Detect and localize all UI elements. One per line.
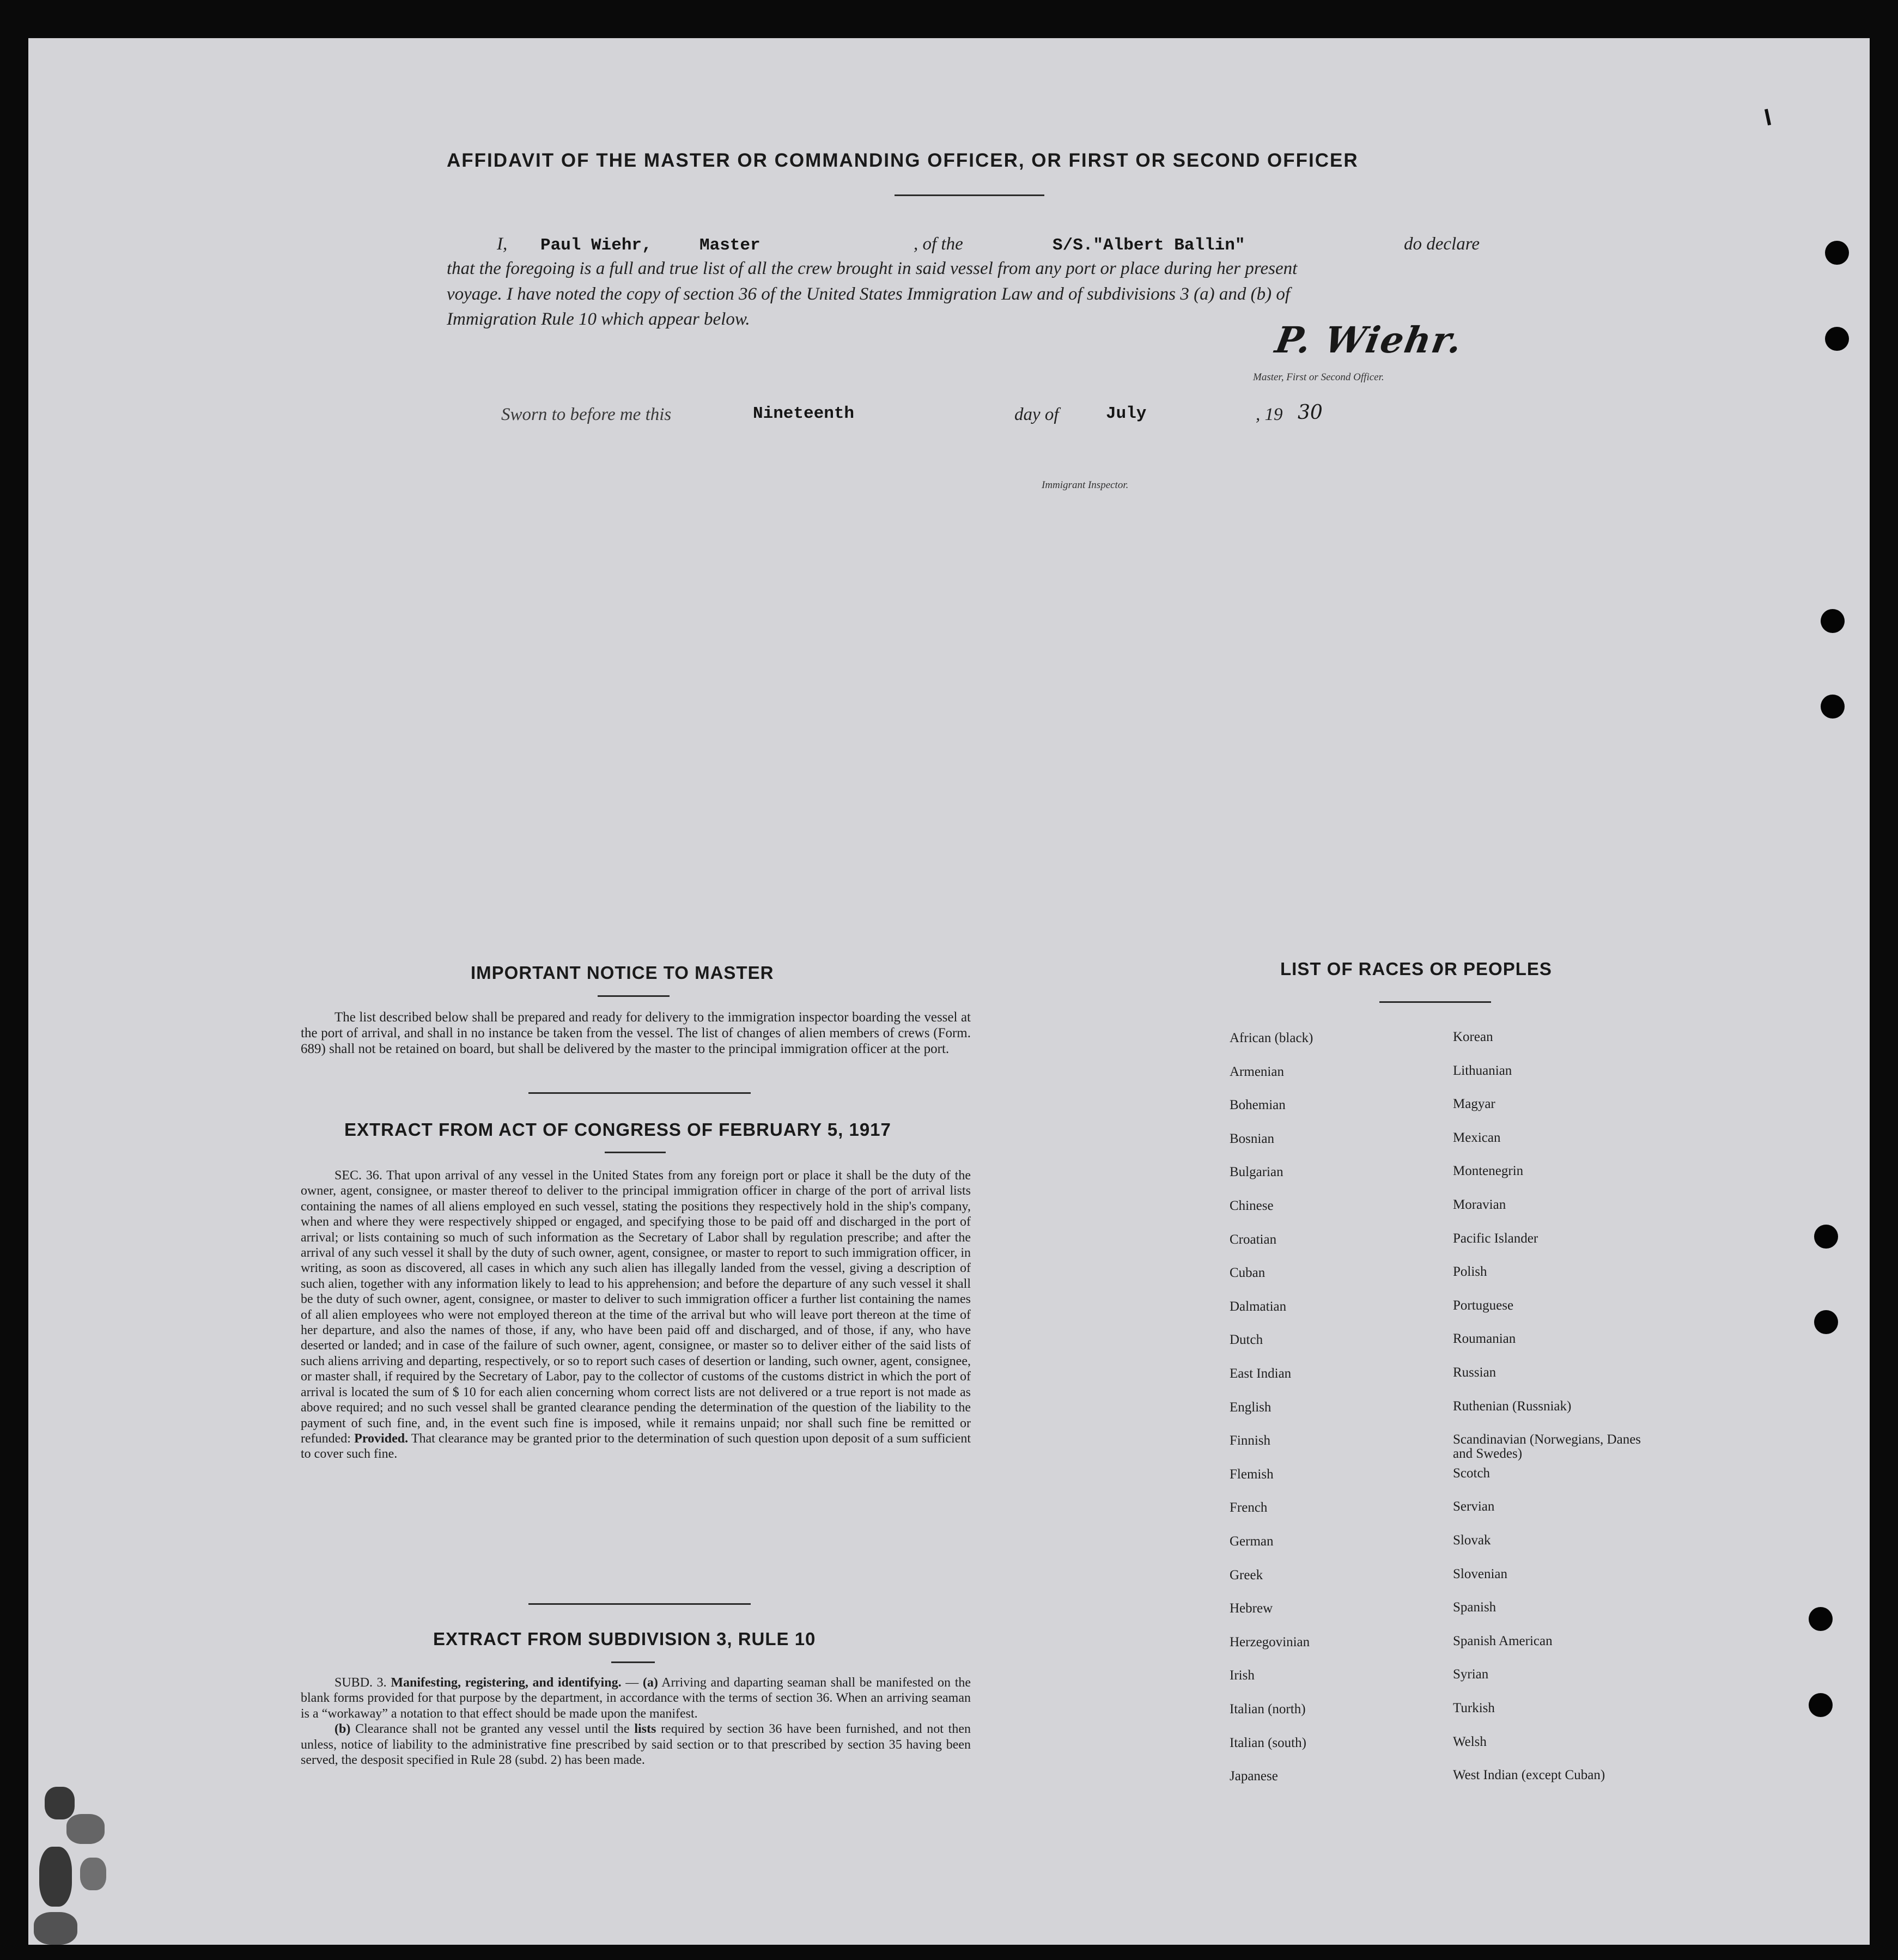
race-item: Moravian (1453, 1197, 1506, 1212)
race-item: Korean (1453, 1030, 1493, 1044)
race-item: Slovenian (1453, 1566, 1507, 1581)
provided-label: Provided. (354, 1431, 409, 1446)
race-item: Polish (1453, 1264, 1487, 1280)
subdivision-title: EXTRACT FROM SUBDIVISION 3, RULE 10 (433, 1629, 816, 1649)
act-extract-text (301, 1168, 971, 1462)
notice-end-rule (528, 1092, 751, 1094)
year-prefix: , 19 (1256, 405, 1283, 424)
race-item: Pacific Islander (1453, 1231, 1538, 1246)
subd-a-text: Arriving and daparting seaman shall be manifested on the blank forms provided for that purpose by the department, in accordance with the terms of section 36. When an arriving seaman is a “workaway” a notation to that effect should be made upon the manifest. (301, 1676, 971, 1721)
page-corner-mark (1765, 109, 1771, 126)
ink-stain (39, 1847, 72, 1907)
race-item: Dutch (1230, 1332, 1263, 1348)
binder-hole (1825, 327, 1849, 351)
race-item: Irish (1230, 1668, 1255, 1683)
race-item: Hebrew (1230, 1601, 1273, 1616)
act-extract-end-rule (528, 1603, 751, 1605)
sworn-label: Sworn to before me this (501, 405, 672, 424)
ink-stain (45, 1787, 75, 1819)
race-item: Scandinavian (Norwegians, Danes and Swedes) (1453, 1432, 1641, 1462)
notice-paragraph: The list described below shall be prepared and ready for delivery to the immigration inspector boarding the vessel at the port of arrival, and shall in no instance be taken from the vessel. The list of changes of alien members of crews (Form. 689) shall not be retained on board, but shall be delivered by the master to the principal immigration officer at the port. (301, 1010, 971, 1056)
race-item: Spanish (1453, 1600, 1496, 1615)
binder-hole (1809, 1693, 1833, 1717)
ink-stain (80, 1858, 106, 1890)
race-item: Armenian (1230, 1064, 1284, 1079)
subd-b-text-1: Clearance shall not be granted any vessel until the (355, 1722, 630, 1737)
act-extract-title-rule (605, 1152, 666, 1153)
race-item: West Indian (except Cuban) (1453, 1768, 1605, 1783)
affidavit-vessel: S/S."Albert Ballin" (1053, 236, 1245, 255)
race-item: Russian (1453, 1365, 1496, 1380)
binder-hole (1821, 609, 1845, 633)
subdivision-title-rule (611, 1661, 655, 1663)
race-item: English (1230, 1399, 1272, 1415)
affidavit-i: I, (497, 234, 508, 254)
affidavit-do-declare: do declare (1404, 234, 1480, 254)
race-item: Portuguese (1453, 1298, 1514, 1313)
act-extract-title: EXTRACT FROM ACT OF CONGRESS OF FEBRUARY 5, 1917 (344, 1119, 891, 1140)
race-item: Mexican (1453, 1130, 1501, 1145)
affidavit-line-4: Immigration Rule 10 which appear below. (447, 309, 750, 329)
race-item: French (1230, 1500, 1268, 1515)
binder-hole (1814, 1310, 1838, 1334)
ink-stain (34, 1912, 77, 1945)
race-item: Bosnian (1230, 1131, 1274, 1146)
race-item: Spanish American (1453, 1633, 1553, 1648)
inspector-caption: Immigrant Inspector. (1042, 479, 1129, 491)
ink-stain (66, 1814, 105, 1844)
binder-hole (1809, 1607, 1833, 1631)
race-item: Italian (north) (1230, 1702, 1306, 1716)
race-item: Chinese (1230, 1198, 1274, 1213)
race-item: Turkish (1453, 1701, 1495, 1715)
race-item: Ruthenian (Russniak) (1453, 1398, 1572, 1414)
race-item: Flemish (1230, 1466, 1274, 1482)
subd-b-lists: lists (634, 1722, 656, 1737)
sec-36-text: SEC. 36. That upon arrival of any vessel in the United States from any foreign port or place it shall be the duty of the owner, agent, consignee, or master thereof to deliver to the principal immigration officer in charge of the port of arrival lists containing the names of all aliens employed en such vessel, stating the positions they respectively hold in the ship's company, when and where they were respectively shipped or engaged, and specifying those to be paid off and discharged in the port of arrival; or lists containing so much of such information as the Secretary of Labor shall by regulation prescribe; and after the arrival of any such vessel it shall by the duty of such owner, agent, consignee, or master to report to such immigration officer, in writing, as soon as discovered, all cases in which any such alien has illegally landed from the vessel, giving a description of such alien, together with any information likely to lead to his apprehension; and before the departure of any such vessel it shall be the duty of such owner, agent, consignee, or master to deliver to such immigration officer a further list containing the names of all alien employees who were not employed thereon at the time of the arrival but who will leave port thereon at the time of her departure, and also the names of those, if any, who have been paid off and discharged, and of those, if any, who have deserted or landed; and in case of the failure of such owner, agent, consignee, or master so to deliver either of the said lists of such aliens arriving and departing, respectively, or so to report such cases of desertion or landing, such owner, agent, consignee, or master shall, if required by the Secretary of Labor, pay to the collector of customs of the customs district in which the port of arrival is located the sum of $ 10 for each alien concerning whom correct lists are not delivered or a true report is not made as above required; and no such vessel shall be granted clearance pending the determination of the question of the liability to the payment of such fine, and, in the event such fine is imposed, while it remains unpaid; nor shall such fine be remitted or refunded: (301, 1168, 971, 1446)
affidavit-name: Paul Wiehr, (540, 236, 652, 255)
day-of-label: day of (1014, 405, 1059, 424)
race-item: Syrian (1453, 1667, 1489, 1682)
sworn-day: Nineteenth (753, 404, 855, 423)
race-item: Servian (1453, 1499, 1495, 1514)
binder-hole (1821, 695, 1845, 719)
sworn-month: July (1106, 404, 1147, 423)
race-item: Cuban (1230, 1265, 1266, 1281)
race-item: Montenegrin (1453, 1164, 1524, 1179)
race-item: Herzegovinian (1230, 1634, 1310, 1649)
notice-title-rule (598, 995, 670, 997)
subd-b-label: (b) (334, 1722, 351, 1737)
race-item: Lithuanian (1453, 1063, 1512, 1078)
signature-caption: Master, First or Second Officer. (1253, 372, 1384, 383)
affidavit-line-3: voyage. I have noted the copy of section 36 of the United States Immigration Law and of subdivisions 3 (a) and (b) of (447, 284, 1291, 304)
affidavit-rank: Master (699, 236, 761, 255)
notice-title: IMPORTANT NOTICE TO MASTER (471, 963, 774, 983)
affidavit-title-rule (895, 194, 1044, 196)
race-item: Scotch (1453, 1465, 1491, 1481)
race-item: Greek (1230, 1567, 1263, 1582)
race-item: German (1230, 1534, 1274, 1549)
race-item: Bohemian (1230, 1098, 1286, 1113)
subd-a-label: (a) (642, 1676, 658, 1690)
race-item: Roumanian (1453, 1331, 1516, 1347)
document-page (28, 38, 1870, 1945)
race-item: Dalmatian (1230, 1299, 1287, 1314)
subd-label: SUBD. 3. (334, 1676, 387, 1690)
binder-hole (1814, 1225, 1838, 1249)
year-suffix: 30 (1298, 401, 1323, 424)
affidavit-line-2: that the foregoing is a full and true list of all the crew brought in said vessel from any port or place during her present (447, 259, 1298, 278)
race-item: Italian (south) (1230, 1735, 1306, 1750)
affidavit-of-the: , of the (914, 234, 963, 254)
race-item: Finnish (1230, 1433, 1271, 1448)
binder-hole (1825, 241, 1849, 265)
races-title-rule (1379, 1001, 1491, 1003)
race-item: Slovak (1453, 1533, 1491, 1548)
race-item: African (black) (1230, 1031, 1313, 1045)
subdivision-text: SUBD. 3. Manifesting, registering, and identifying. — (a) Arriving and daparting seaman shall be manifested on the blank forms provided for that purpose by the department, in accordance with the terms of section 36. When an arriving seaman is a “workaway” a notation to that effect should be made upon the manifest. (b) Clearance shall not be granted any vessel until the lists required by section 36 have been furnished, and not then unless, notice of liability to the administrative fine prescribed by said section or to that prescribed by section 35 having been served, the desposit specified in Rule 28 (subd. 2) has been made. (301, 1676, 971, 1768)
affidavit-title: AFFIDAVIT OF THE MASTER OR COMMANDING OFFICER, OR FIRST OR SECOND OFFICER (447, 150, 1359, 171)
master-signature: P. Wiehr. (1272, 319, 1467, 361)
subd-b-text-2: required by section 36 have been furnished, and not then unless, notice of liability to the administrative fine prescribed by said section or to that prescribed by section 35 having been served, the desposit specified in Rule 28 (subd. 2) has been made. (301, 1722, 971, 1768)
races-title: LIST OF RACES OR PEOPLES (1280, 959, 1552, 979)
race-item: East Indian (1230, 1366, 1292, 1381)
race-item: Japanese (1230, 1769, 1278, 1784)
race-item: Welsh (1453, 1734, 1487, 1749)
subd-heading: Manifesting, registering, and identifying. (391, 1676, 622, 1690)
race-item: Croatian (1230, 1232, 1277, 1247)
notice-text (301, 1009, 971, 1057)
race-item: Magyar (1453, 1097, 1495, 1112)
race-item: Bulgarian (1230, 1165, 1283, 1180)
sec-36-text-end: That clearance may be granted prior to the determination of such question upon deposit of a sum sufficient to cover such fine. (301, 1431, 971, 1462)
